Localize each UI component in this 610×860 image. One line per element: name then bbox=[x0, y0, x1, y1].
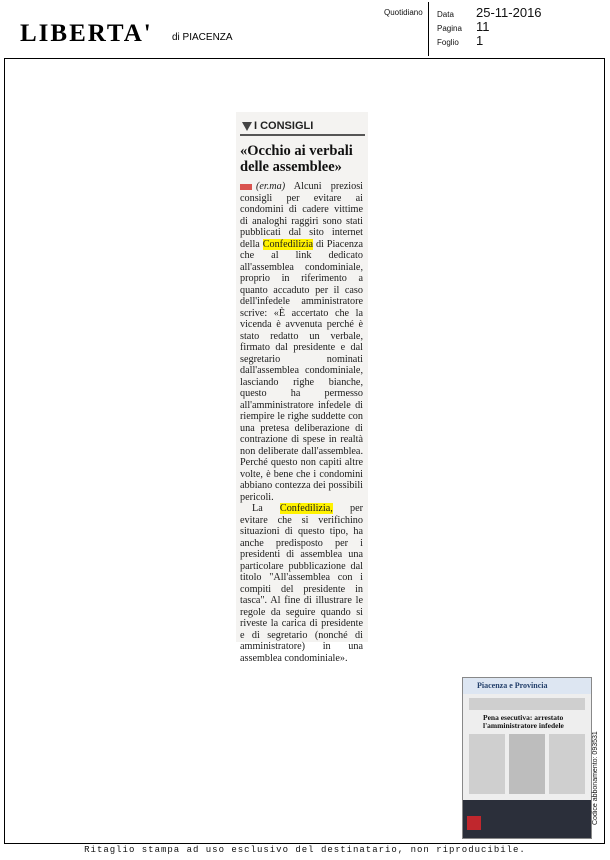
header-divider bbox=[428, 2, 429, 56]
paragraph-1-text-b: di Piacenza che al link dedicato all'assemblea condominiale, proprio in riferimento a quanto accaduto per il caso dell'infedele amministratore scrive: «È accertato che la vicenda è avvenuta perché è stato redatto un verbale, firmato dal presidente e dal segretario nominati dall'assemblea condominiale, lasciando righe bianche, questo ha permesso all'amministratore infedele di riempire le righe suddette con una pretesa deliberazione di contrazione di spese in realtà non deliberate dall'assemblea. Perché questo non capiti altre volte, è bene che i condomini abbiano contezza dei possibili pericoli. bbox=[240, 238, 363, 503]
thumbnail-photo-strip bbox=[469, 698, 585, 710]
paragraph-1 bbox=[240, 181, 363, 503]
page-thumbnail bbox=[462, 677, 592, 839]
thumbnail-section: Piacenza e Provincia bbox=[463, 678, 591, 694]
highlight-confedilizia-2: Confedilizia, bbox=[279, 503, 333, 514]
paragraph-2 bbox=[240, 503, 363, 664]
date-label: Data bbox=[437, 10, 454, 19]
subscription-code bbox=[592, 705, 604, 825]
thumbnail-advert bbox=[463, 800, 591, 838]
rubric-triangle-icon bbox=[242, 122, 252, 131]
article-byline: (er.ma) bbox=[256, 181, 286, 192]
article-title: «Occhio ai verbali delle assemblee» bbox=[240, 143, 353, 175]
publication-type: Quotidiano bbox=[384, 8, 423, 17]
paragraph-2-text-b: per evitare che si verifichino situazioni di questo tipo, ha anche predisposto per i presidenti di assemblea una particolare pubblicazione dal titolo "All'assemblea con i compiti del presidente in tasca". Al fine di illustrare le regole da seguire quando si riveste la carica di presidente e di segretario (nonché di amministratore) in una assemblea condominiale». bbox=[240, 503, 364, 664]
clipping-header bbox=[0, 0, 610, 58]
paragraph-1-text-a: Alcuni preziosi consigli per evitare ai condomini di cadere vittime di analoghi raggiri sono stati pubblicati dal sito internet della bbox=[240, 181, 363, 250]
newspaper-logo: LIBERTA' bbox=[20, 20, 153, 47]
sheet-value: 1 bbox=[476, 33, 484, 48]
thumbnail-column-3 bbox=[549, 734, 585, 794]
article-body bbox=[240, 181, 363, 664]
thumbnail-column-1 bbox=[469, 734, 505, 794]
subscription-code-text: Codice abbonamento: 093531 bbox=[592, 731, 599, 825]
highlight-confedilizia-1: Confedilizia bbox=[262, 238, 314, 250]
thumbnail-column-2 bbox=[509, 734, 545, 794]
page-value: 11 bbox=[476, 19, 490, 34]
thumbnail-headline: Pena esecutiva: arrestato l'amministratore infedele bbox=[483, 713, 564, 730]
article-rubric: I CONSIGLI bbox=[254, 120, 314, 132]
sheet-label: Foglio bbox=[437, 38, 459, 47]
advert-red-block bbox=[467, 816, 481, 830]
bullet-square-icon bbox=[240, 184, 252, 190]
newspaper-logo-subtitle: di PIACENZA bbox=[172, 32, 233, 43]
footer-notice: Ritaglio stampa ad uso esclusivo del destinatario, non riproducibile. bbox=[84, 845, 526, 855]
page-label: Pagina bbox=[437, 24, 462, 33]
date-value: 25-11-2016 bbox=[476, 5, 542, 20]
paragraph-2-text-a: La bbox=[252, 503, 280, 514]
